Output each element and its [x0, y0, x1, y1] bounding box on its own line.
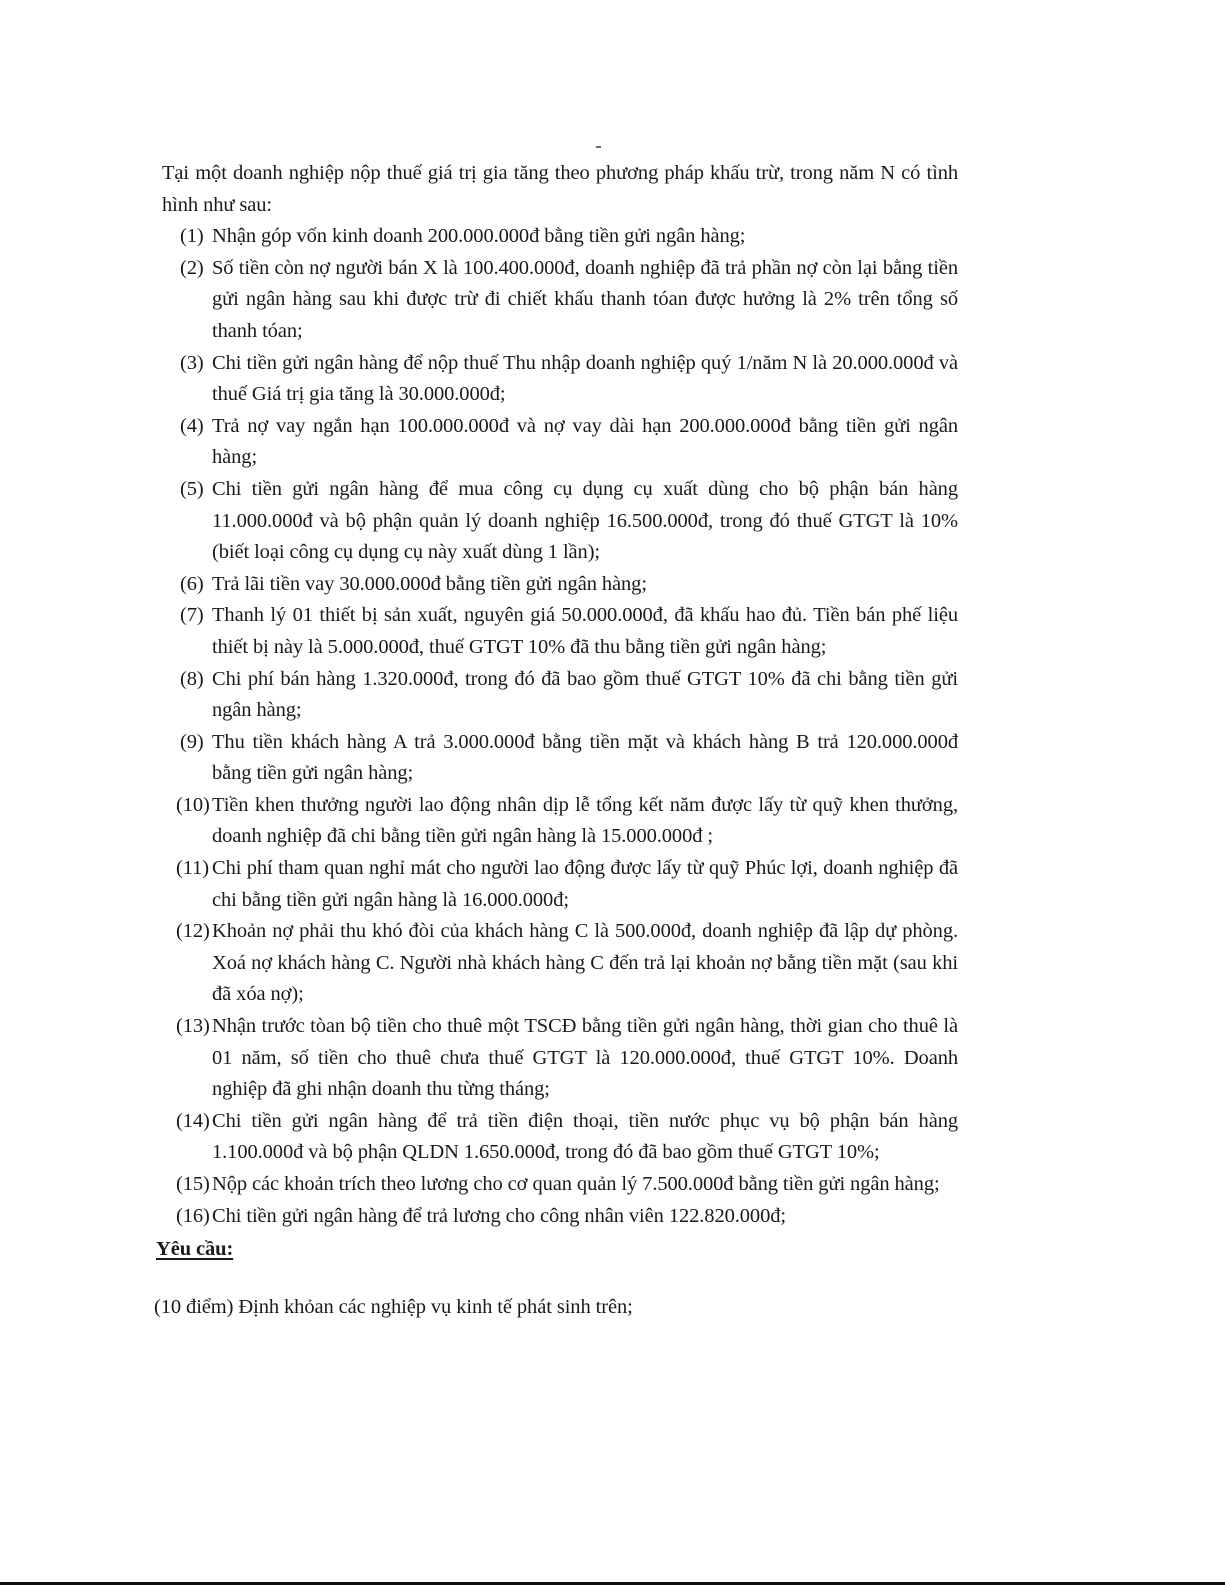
list-item — [180, 474, 958, 569]
item-number: (9) — [180, 730, 204, 753]
item-text: Chi tiền gửi ngân hàng để trả tiền điện thoại, tiền nước phục vụ bộ phận bán hàng 1.100.000đ và bộ phận QLDN 1.650.000đ, trong đó đã bao gồm thuế GTGT 10%; — [212, 1109, 958, 1164]
requirement-task: (10 điểm) Định khỏan các nghiệp vụ kinh tế phát sinh trên; — [154, 1295, 633, 1318]
requirement-heading: Yêu cầu: — [156, 1238, 234, 1261]
intro-paragraph: Tại một doanh nghiệp nộp thuế giá trị gia tăng theo phương pháp khấu trừ, trong năm N có tình hình như sau: — [162, 162, 958, 216]
list-item — [180, 411, 958, 474]
list-item — [180, 727, 958, 790]
item-text: Khoản nợ phải thu khó đòi của khách hàng C là 500.000đ, doanh nghiệp đã lập dự phòng. Xoá nợ khách hàng C. Người nhà khách hàng C đến trả lại khoản nợ bằng tiền mặt (sau khi đã xóa nợ); — [212, 920, 958, 1006]
item-number: (7) — [180, 604, 204, 627]
item-number: (4) — [180, 414, 204, 437]
item-number: (10) — [176, 793, 210, 816]
item-number: (6) — [180, 572, 204, 595]
list-item — [176, 853, 958, 916]
item-text: Trả lãi tiền vay 30.000.000đ bằng tiền gửi ngân hàng; — [212, 572, 647, 595]
scan-mark — [596, 146, 601, 148]
list-item — [176, 1011, 958, 1106]
exercise-content — [154, 158, 958, 1323]
item-text: Tiền khen thưởng người lao động nhân dịp lễ tổng kết năm được lấy từ quỹ khen thưởng, doanh nghiệp đã chi bằng tiền gửi ngân hàng là 15.000.000đ ; — [212, 793, 958, 848]
transaction-list — [162, 221, 958, 1232]
item-number: (16) — [176, 1204, 210, 1227]
item-text: Thanh lý 01 thiết bị sản xuất, nguyên giá 50.000.000đ, đã khấu hao đủ. Tiền bán phế liệu thiết bị này là 5.000.000đ, thuế GTGT 10% đã thu bằng tiền gửi ngân hàng; — [212, 604, 958, 658]
item-number: (11) — [176, 857, 209, 880]
list-item — [180, 221, 958, 253]
item-text: Chi tiền gửi ngân hàng để trả lương cho công nhân viên 122.820.000đ; — [212, 1204, 786, 1227]
item-number: (14) — [176, 1109, 210, 1132]
list-item — [176, 916, 958, 1011]
item-text: Chi tiền gửi ngân hàng để nộp thuế Thu nhập doanh nghiệp quý 1/năm N là 20.000.000đ và thuế Giá trị gia tăng là 30.000.000đ; — [212, 351, 958, 406]
list-item — [176, 1169, 958, 1201]
list-item — [176, 1201, 958, 1233]
item-text: Chi tiền gửi ngân hàng để mua công cụ dụng cụ xuất dùng cho bộ phận bán hàng 11.000.000đ và bộ phận quản lý doanh nghiệp 16.500.000đ, trong đó thuế GTGT là 10% (biết loại công cụ dụng cụ này xuất dùng 1 lần); — [212, 477, 958, 564]
item-number: (5) — [180, 477, 204, 500]
item-text: Thu tiền khách hàng A trả 3.000.000đ bằng tiền mặt và khách hàng B trả 120.000.000đ bằng tiền gửi ngân hàng; — [212, 730, 958, 785]
item-text: Nộp các khoản trích theo lương cho cơ quan quản lý 7.500.000đ bằng tiền gửi ngân hàng; — [212, 1173, 940, 1195]
list-item — [176, 1106, 958, 1169]
list-item — [176, 790, 958, 853]
list-item — [180, 600, 958, 663]
item-text: Nhận trước tòan bộ tiền cho thuê một TSCĐ bằng tiền gửi ngân hàng, thời gian cho thuê là 01 năm, số tiền cho thuê chưa thuế GTGT là 120.000.000đ, thuế GTGT 10%. Doanh nghiệp đã ghi nhận doanh thu từng tháng; — [212, 1015, 958, 1101]
item-number: (1) — [180, 225, 204, 248]
item-text: Chi phí bán hàng 1.320.000đ, trong đó đã bao gồm thuế GTGT 10% đã chi bằng tiền gửi ngân hàng; — [212, 667, 958, 722]
item-number: (13) — [176, 1015, 210, 1038]
item-text: Số tiền còn nợ người bán X là 100.400.000đ, doanh nghiệp đã trả phần nợ còn lại bằng tiền gửi ngân hàng sau khi được trừ đi chiết khấu thanh tóan được hưởng là 2% trên tổng số thanh tóan; — [212, 256, 958, 342]
item-number: (15) — [176, 1173, 210, 1195]
list-item — [180, 664, 958, 727]
item-text: Chi phí tham quan nghỉ mát cho người lao động được lấy từ quỹ Phúc lợi, doanh nghiệp đã chi bằng tiền gửi ngân hàng là 16.000.000đ; — [212, 857, 958, 911]
list-item — [180, 253, 958, 348]
item-text: Nhận góp vốn kinh doanh 200.000.000đ bằng tiền gửi ngân hàng; — [212, 225, 746, 248]
list-item — [180, 569, 958, 601]
list-item — [180, 348, 958, 411]
item-number: (8) — [180, 667, 204, 690]
item-number: (3) — [180, 351, 204, 374]
item-number: (12) — [176, 920, 210, 943]
item-text: Trả nợ vay ngắn hạn 100.000.000đ và nợ vay dài hạn 200.000.000đ bằng tiền gửi ngân hàng; — [212, 414, 958, 469]
item-number: (2) — [180, 256, 204, 279]
